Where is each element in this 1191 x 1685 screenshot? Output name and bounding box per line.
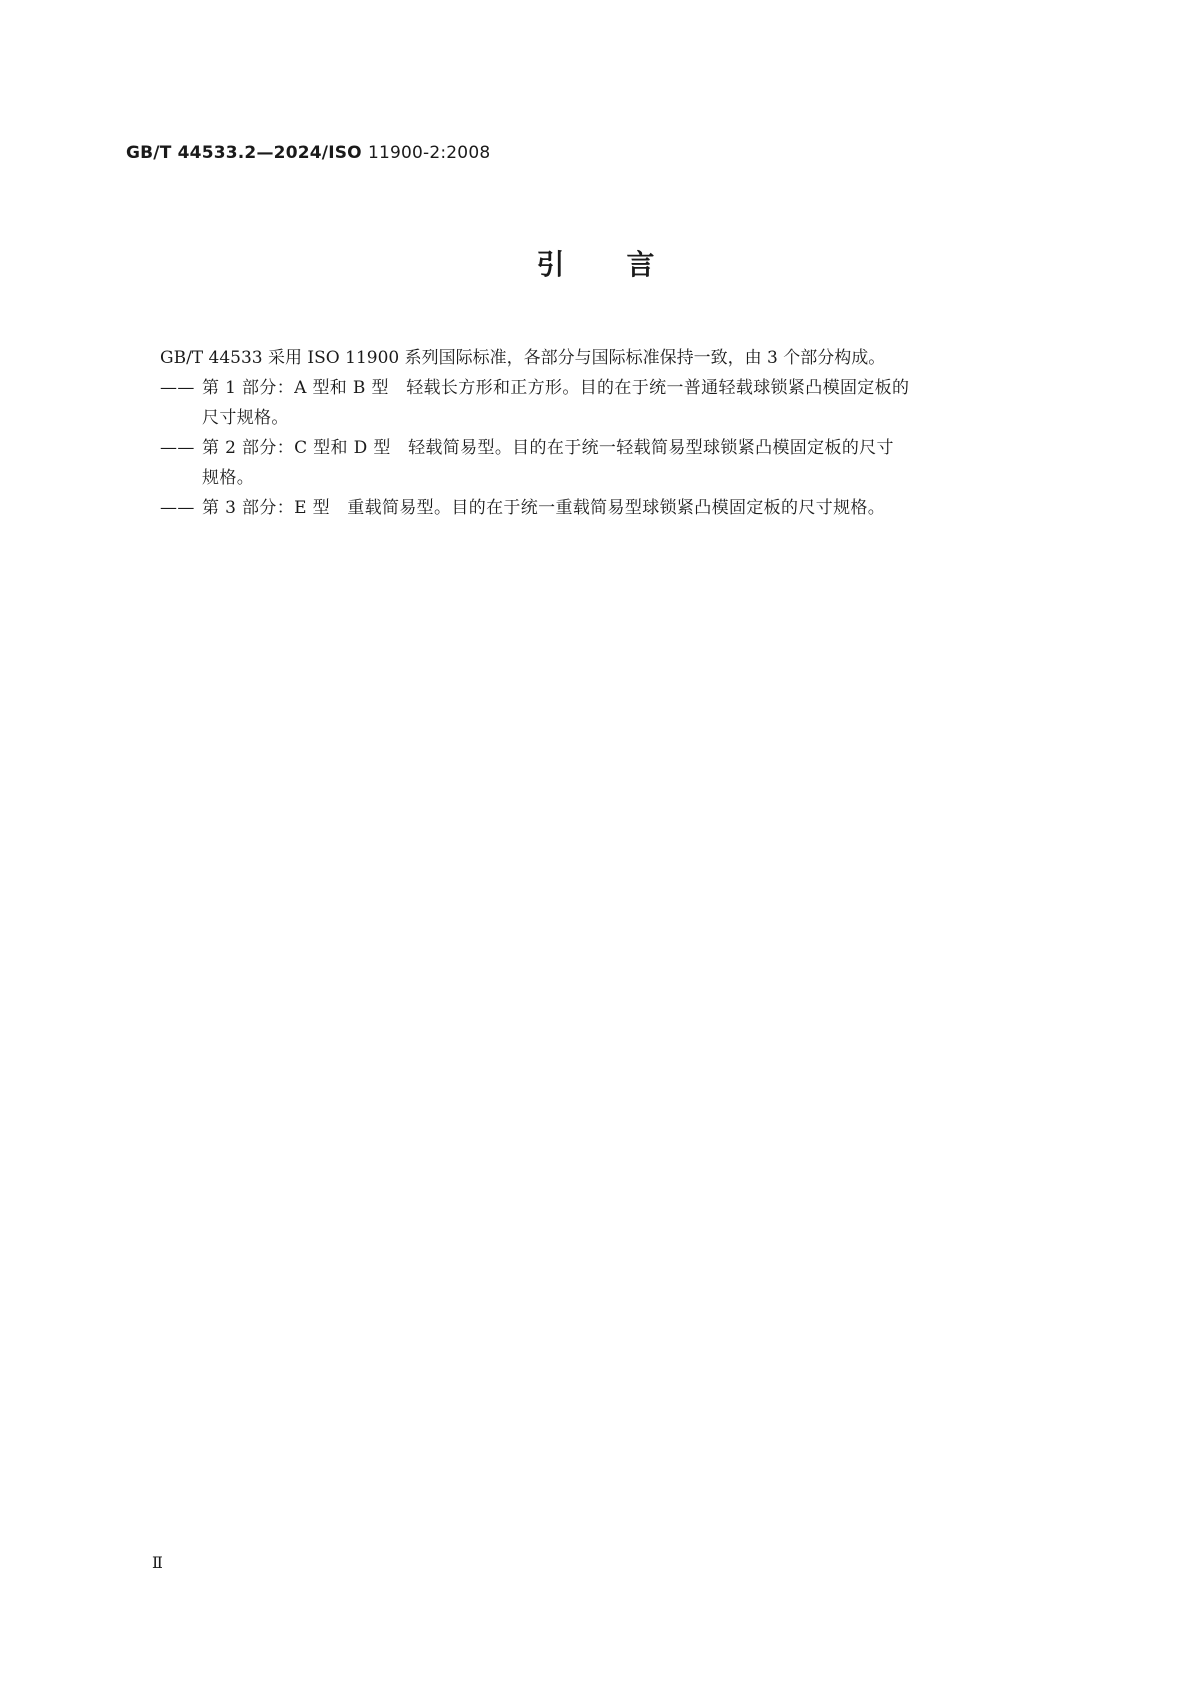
list-item-part-2 — [160, 433, 1060, 493]
list-dash: —— — [160, 378, 195, 398]
standard-code-tail: 11900-2:2008 — [367, 143, 491, 163]
list-item-continuation: 尺寸规格。 — [202, 408, 289, 428]
list-item-text: 第 2 部分：C 型和 D 型 轻载简易型。目的在于统一轻载简易型球锁紧凸模固定板的尺寸 — [202, 438, 894, 458]
list-item-text: 第 1 部分：A 型和 B 型 轻载长方形和正方形。目的在于统一普通轻载球锁紧凸模固定板的 — [202, 378, 910, 398]
standard-code: GB/T 44533.2—2024/ISO — [126, 143, 362, 163]
introduction-body — [160, 343, 1060, 523]
list-item-part-1 — [160, 373, 1060, 433]
page-number: Ⅱ — [152, 1553, 163, 1572]
standard-code-header — [126, 143, 490, 163]
list-item-part-3 — [160, 493, 1060, 523]
list-dash: —— — [160, 498, 195, 518]
list-dash: —— — [160, 438, 195, 458]
list-item-text: 第 3 部分：E 型 重载简易型。目的在于统一重载简易型球锁紧凸模固定板的尺寸规格。 — [202, 498, 886, 518]
page-title: 引言 — [536, 248, 717, 281]
list-item-continuation: 规格。 — [202, 468, 255, 488]
intro-lead-paragraph: GB/T 44533 采用 ISO 11900 系列国际标准，各部分与国际标准保持一致，由 3 个部分构成。 — [160, 348, 886, 368]
